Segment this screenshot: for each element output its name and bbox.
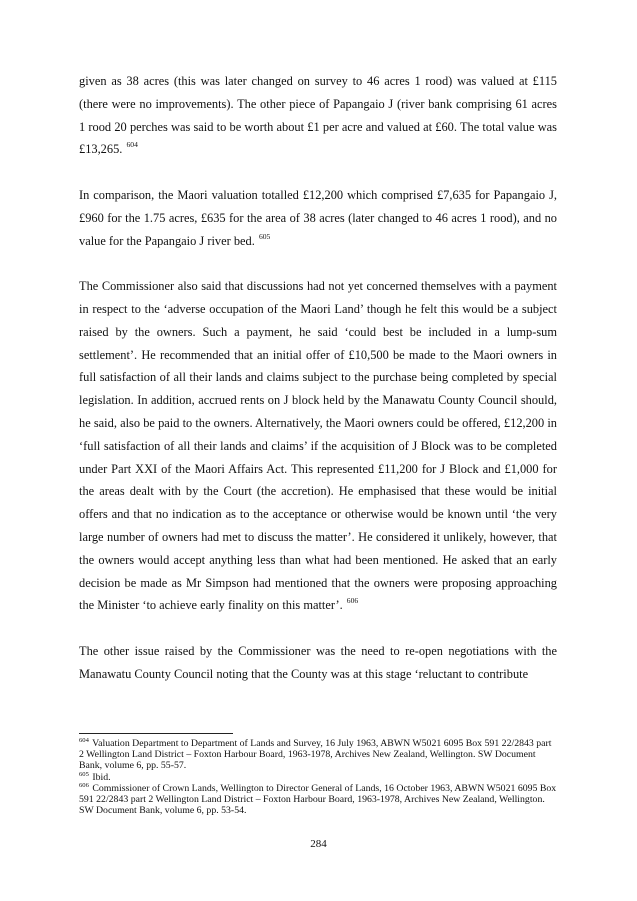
footnote-606	[79, 783, 557, 817]
footnote-number: 604	[79, 737, 89, 744]
paragraph-valuation	[79, 70, 557, 161]
page-number: 284	[310, 838, 327, 850]
paragraph-county-negotiations	[79, 640, 557, 686]
footnote-text: Commissioner of Crown Lands, Wellington to Director General of Lands, 16 October 1963, ABWN W5021 6095 Box 591 22/2843 part 2 Wellington Land District – Foxton Harbour Board, 1963-1978, Archives New Zealand, Wellington. SW Document Bank, volume 6, pp. 53-54.	[79, 782, 557, 817]
footnote-number: 605	[79, 770, 89, 778]
footnote-604	[79, 738, 557, 772]
footnote-separator	[79, 733, 233, 734]
body-text	[79, 70, 557, 686]
footnote-text: Valuation Department to Department of Lands and Survey, 16 July 1963, ABWN W5021 6095 Box 591 22/2843 part 2 Wellington Land District – Foxton Harbour Board, 1963-1978, Archives New Zealand, Wellington. SW Document Bank, volume 6, pp. 55-57.	[79, 738, 552, 772]
footnote-ref-605[interactable]: 605	[258, 231, 271, 241]
footnote-ref-606[interactable]: 606	[346, 596, 359, 606]
footnotes	[79, 738, 557, 816]
paragraph-text: given as 38 acres (this was later changed on survey to 46 acres 1 rood) was valued at £115 (there were no improvements). The other piece of Papangaio J (river bank comprising 61 acres 1 rood 20 perches was said to be worth about £1 per acre and valued at £60. The total value was £13,265.	[79, 74, 557, 157]
footnote-number: 606	[79, 781, 89, 789]
paragraph-text: The Commissioner also said that discussions had not yet concerned themselves with a payment in respect to the ‘adverse occupation of the Maori Land’ though he felt this would be a subject raised by the owners. Such a payment, he said ‘could best be included in a lump-sum settlement’. He recommended that an initial offer of £10,500 be made to the Maori owners in full satisfaction of all their lands and claims subject to the purchase being completed by special legislation. In addition, accrued rents on J block held by the Manawatu County Council should, he said, also be paid to the owners. Alternatively, the Maori owners could be offered, £12,200 in ‘full satisfaction of all their lands and claims’ if the acquisition of J Block was to be completed under Part XXI of the Maori Affairs Act. This represented £11,200 for J Block and £1,000 for the areas dealt with by the Court (the accretion). He emphasised that these would be initial offers and that no indication as to the acceptance or otherwise would be known until ‘the very large number of owners had met to discuss the matter’. He considered it unlikely, however, that the owners would accept anything less than what had been mentioned. He asked that an early decision be made as Mr Simpson had mentioned that the owners were proposing approaching the Minister ‘to achieve early finality on this matter’.	[79, 279, 557, 613]
paragraph-maori-valuation	[79, 184, 557, 252]
paragraph-text: In comparison, the Maori valuation totalled £12,200 which comprised £7,635 for Papangaio J, £960 for the 1.75 acres, £635 for the area of 38 acres (later changed to 46 acres 1 rood), and no value for the Papangaio J river bed.	[79, 187, 557, 248]
paragraph-commissioner-offer	[79, 275, 557, 617]
footnote-text: Ibid.	[92, 771, 111, 783]
paragraph-text: The other issue raised by the Commissioner was the need to re-open negotiations with the Manawatu County Council noting that the County was at this stage ‘reluctant to contribute	[79, 643, 557, 681]
footnote-ref-604[interactable]: 604	[126, 140, 138, 150]
footnote-605	[79, 772, 557, 783]
